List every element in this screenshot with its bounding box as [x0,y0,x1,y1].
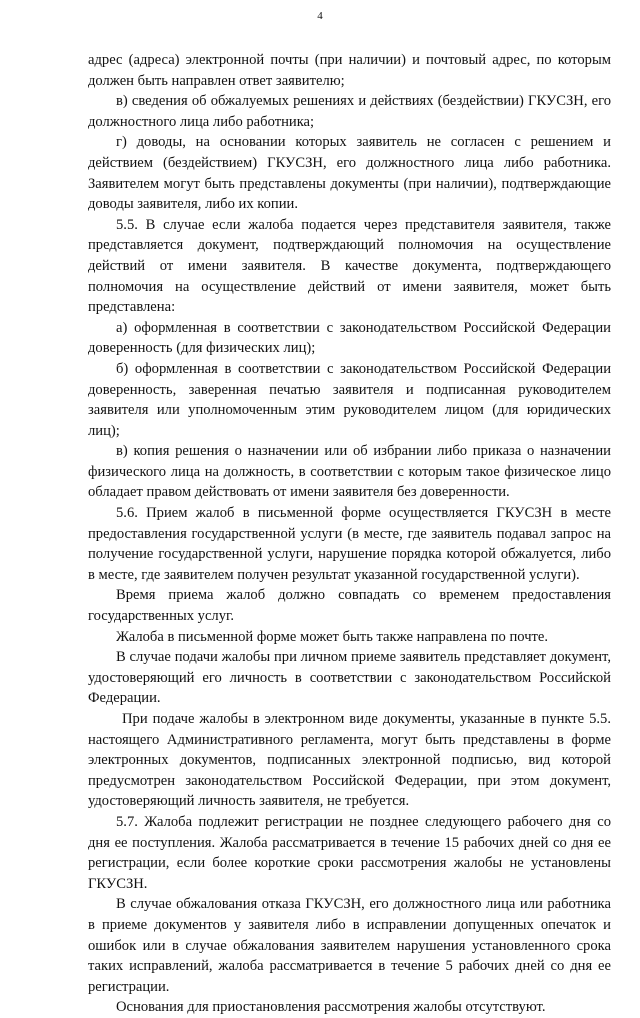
paragraph-reception-time: Время приема жалоб должно совпадать со временем предоставления государственных услуг. [88,587,611,625]
paragraph-item-g: г) доводы, на основании которых заявитель не согласен с решением и действием (бездействием) ГКУСЗН, его должностного лица либо работника. Заявителем могут быть представлены документы (при наличии), подтверждающие доводы заявителя, либо их копии. [88,134,611,213]
paragraph-electronic-submission: При подаче жалобы в электронном виде документы, указанные в пункте 5.5. настоящего Административного регламента, могут быть представлены в форме электронных документов, подписанных электронной подписью, вид которой предусмотрен законодательством Российской Федерации, при этом документ, удостоверяющий личность заявителя, не требуется. [88,711,611,810]
paragraph-5-5-b: б) оформленная в соответствии с законодательством Российской Федерации доверенность, заверенная печатью заявителя и подписанная руководителем заявителя или уполномоченным этим руководителем лицом (для юридических лиц); [88,360,611,439]
paragraph-address: адрес (адреса) электронной почты (при наличии) и почтовый адрес, по которым должен быть направлен ответ заявителю; [88,52,611,89]
document-body [88,50,611,1018]
page-number: 4 [317,10,323,22]
paragraph-item-v: в) сведения об обжалуемых решениях и действиях (бездействии) ГКУСЗН, его должностного лица либо работника; [88,93,611,130]
paragraph-by-mail: Жалоба в письменной форме может быть также направлена по почте. [116,628,549,645]
paragraph-5-5-a: а) оформленная в соответствии с законодательством Российской Федерации доверенность (для физических лиц); [88,319,611,357]
paragraph-5-5-v: в) копия решения о назначении или об избрании либо приказа о назначении физического лица на должность, в соответствии с которым такое физическое лицо обладает правом действовать от имени заявителя без доверенности. [88,443,611,501]
paragraph-no-suspension: Основания для приостановления рассмотрения жалобы отсутствуют. [116,999,546,1016]
paragraph-personal-reception: В случае подачи жалобы при личном приеме заявитель представляет документ, удостоверяющий его личность в соответствии с законодательством Российской Федерации. [88,649,611,707]
paragraph-refusal-appeal: В случае обжалования отказа ГКУСЗН, его должностного лица или работника в приеме документов у заявителя либо в исправлении допущенных опечаток и ошибок или в случае обжалования заявителем нарушения установленного срока таких исправлений, жалоба рассматривается в течение 5 рабочих дней со дня ее регистрации. [88,896,611,995]
paragraph-5-7: 5.7. Жалоба подлежит регистрации не позднее следующего рабочего дня со дня ее поступления. Жалоба рассматривается в течение 15 рабочих дней со дня ее регистрации, если более короткие сроки рассмотрения жалобы не установлены ГКУСЗН. [88,813,611,892]
paragraph-5-6: 5.6. Прием жалоб в письменной форме осуществляется ГКУСЗН в месте предоставления государственной услуги (в месте, где заявитель подавал запрос на получение государственной услуги, нарушение порядка которой обжалуется, либо в месте, где заявителем получен результат указанной государственной услуги). [88,505,611,583]
paragraph-5-5: 5.5. В случае если жалоба подается через представителя заявителя, также представляется документ, подтверждающий полномочия на осуществление действий от имени заявителя. В качестве документа, подтверждающего полномочия на осуществление действий от имени заявителя, может быть представлена: [88,216,611,316]
